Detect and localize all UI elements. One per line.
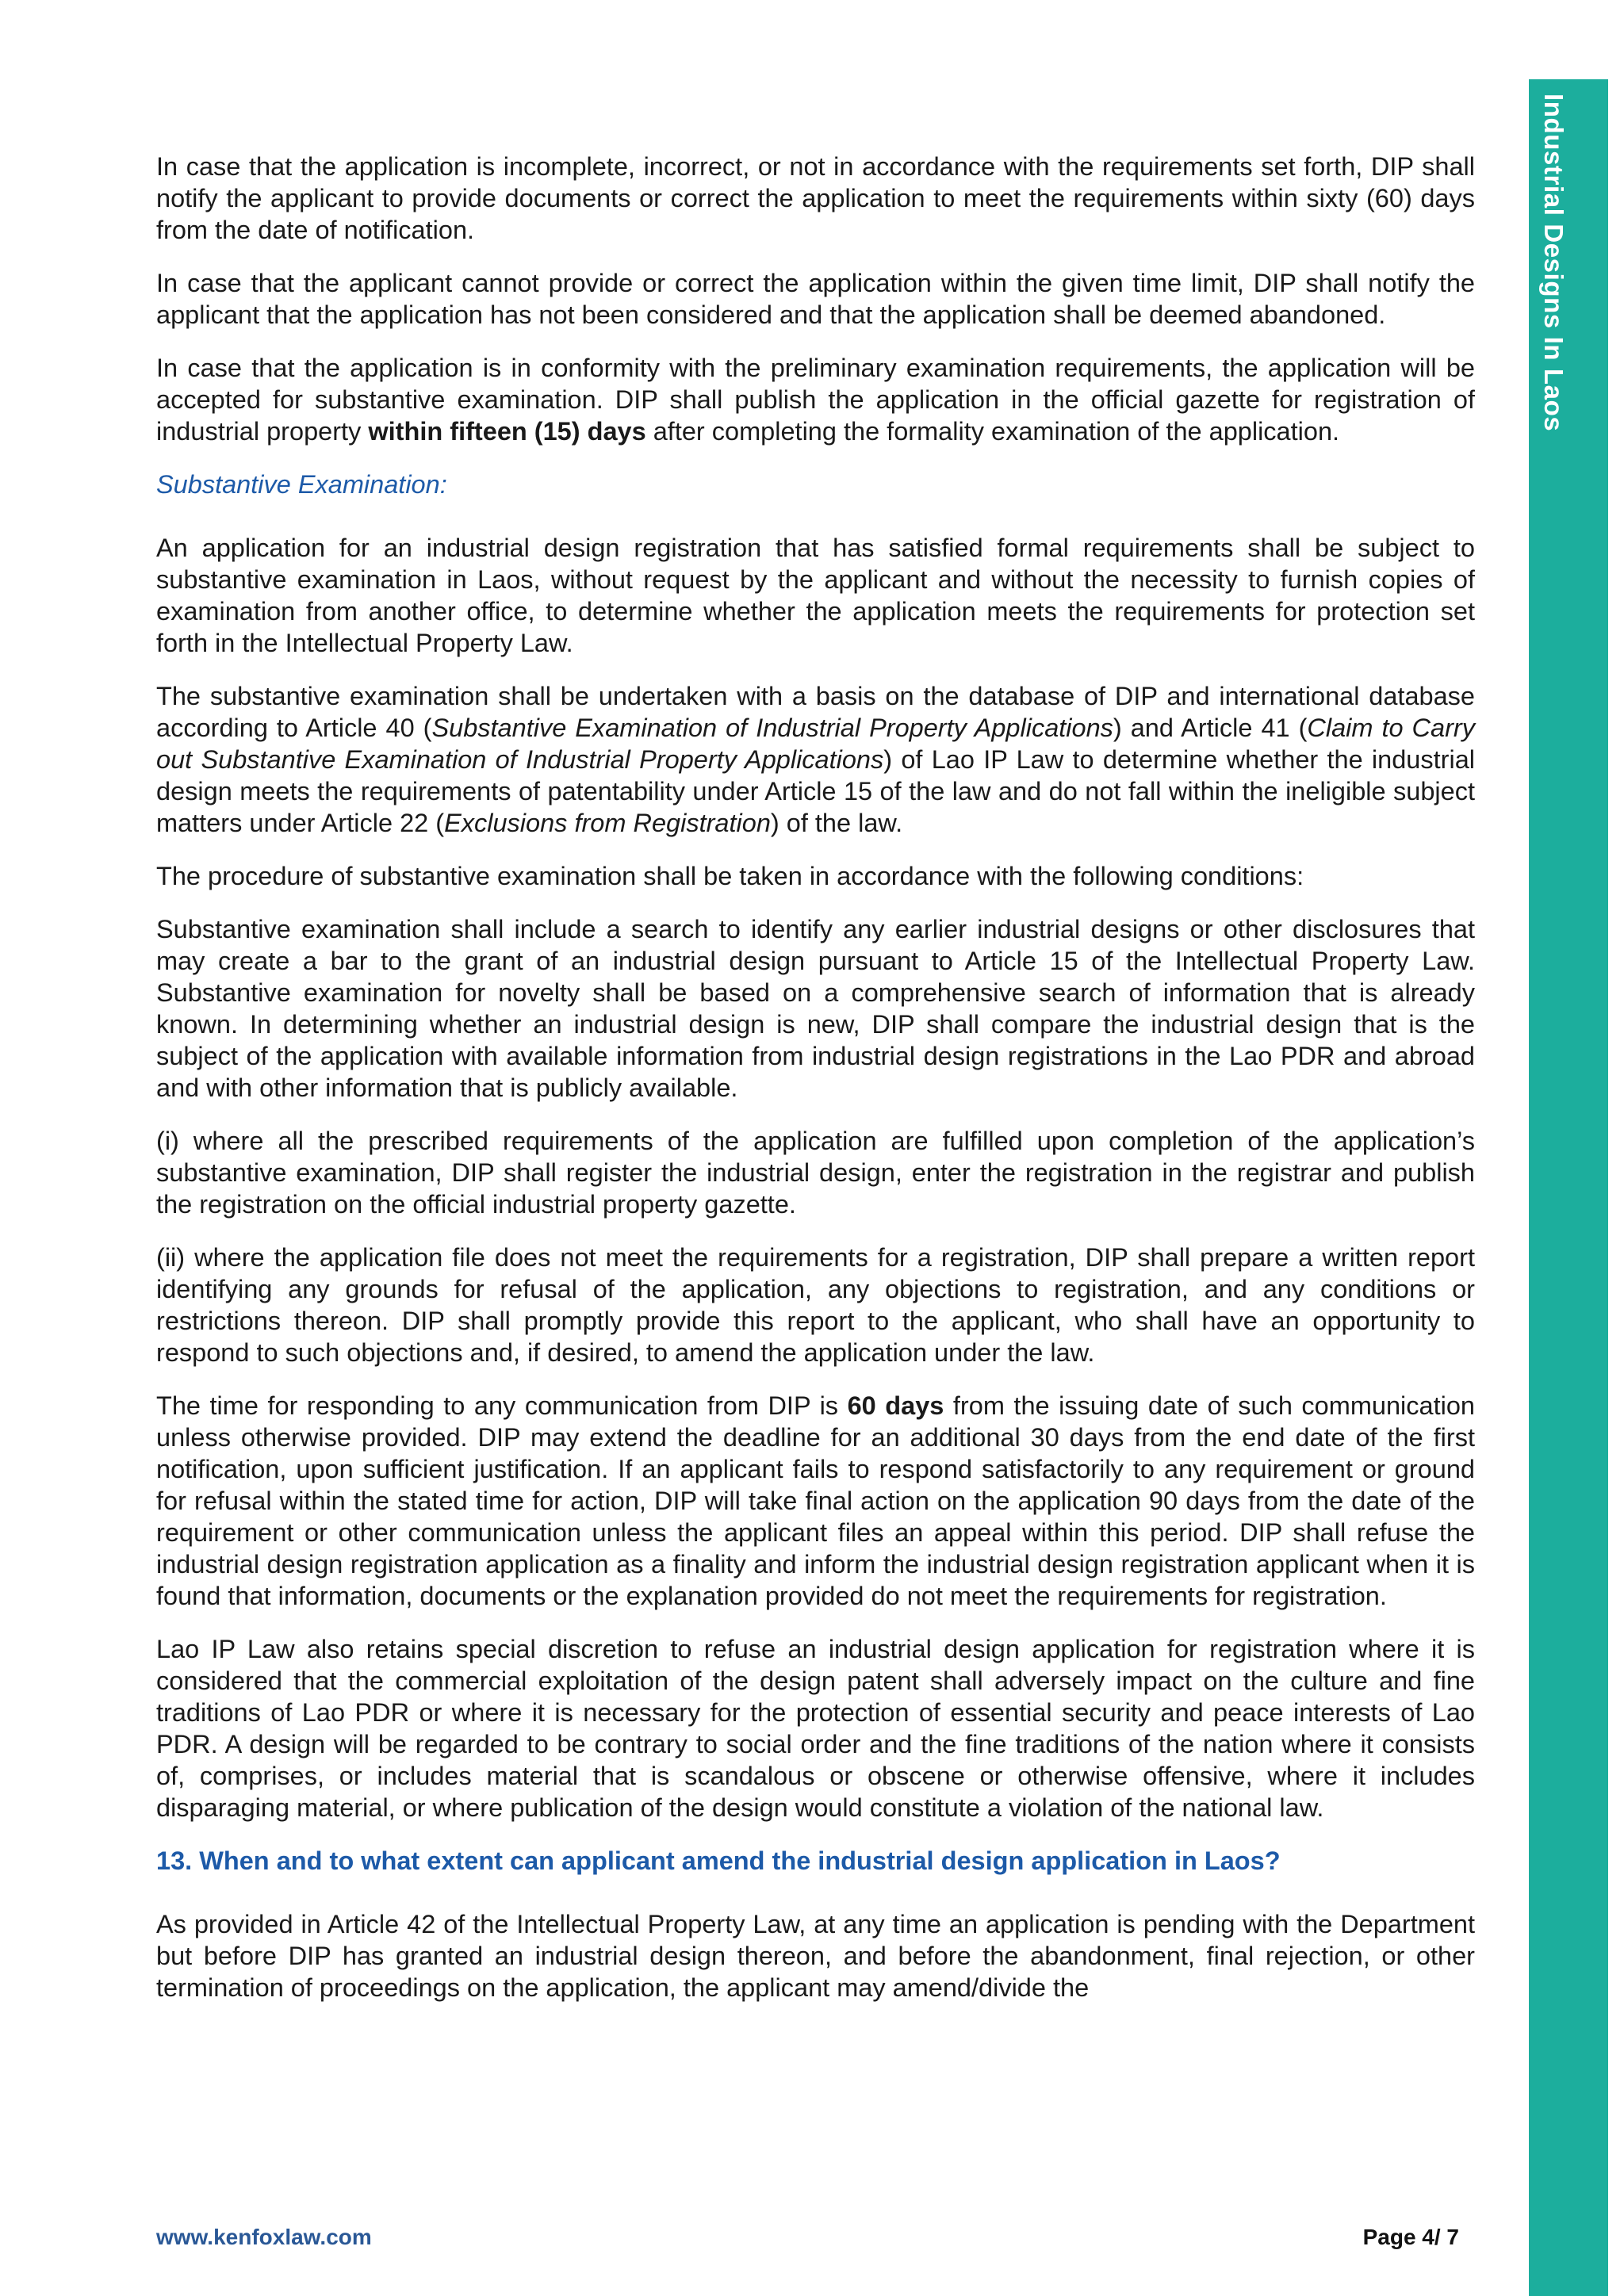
paragraph-abandoned-application: In case that the applicant cannot provide or correct the application within the given time limit, DIP shall notify the applicant that the application has not been considered and that the application shall be deemed abandoned. bbox=[156, 269, 1475, 329]
text-span: In case that the application is in conformity with the preliminary examination requirements, the application will be accepted for substantive examination. DIP shall publish the application in the official gazette for registration of industrial property bbox=[156, 354, 1475, 446]
footer-page-number: Page 4/ 7 bbox=[1362, 2225, 1459, 2249]
paragraph-incomplete-application: In case that the application is incomplete, incorrect, or not in accordance with the requirements set forth, DIP shall notify the applicant to provide documents or correct the application to meet the requirements within sixty (60) days from the date of notification. bbox=[156, 152, 1475, 244]
side-band-title: Industrial Designs In Laos bbox=[1539, 94, 1568, 432]
paragraph-article-42: As provided in Article 42 of the Intellectual Property Law, at any time an application is pending with the Department but before DIP has granted an industrial design thereon, and before the abandonment, final rejection, or other termination of proceedings on the application, the applicant may amend/divide the bbox=[156, 1910, 1475, 2002]
paragraph-substantive-intro: An application for an industrial design registration that has satisfied formal requirements shall be subject to substantive examination in Laos, without request by the applicant and without the necessity to furnish copies of examination from another office, to determine whether the application meets the requirements for protection set forth in the Intellectual Property Law. bbox=[156, 534, 1475, 657]
paragraph-special-discretion: Lao IP Law also retains special discretion to refuse an industrial design application for registration where it is considered that the commercial exploitation of the design patent shall adversely impact on the culture and fine traditions of Lao PDR or where it is necessary for the protection of essential security and peace interests of Lao PDR. A design will be regarded to be contrary to social order and the fine traditions of the nation where it consists of, comprises, or includes material that is scandalous or obscene or otherwise offensive, where it includes disparaging material, or where publication of the design would constitute a violation of the national law. bbox=[156, 1635, 1475, 1822]
paragraph-response-time bbox=[156, 1390, 1475, 1612]
text-span: from the issuing date of such communication unless otherwise provided. DIP may extend the deadline for an additional 30 days from the end date of the first notification, upon sufficient justification. If an applicant fails to respond satisfactorily to any requirement or ground for refusal within the stated time for action, DIP will take final action on the application 90 days from the date of the requirement or other communication unless the applicant files an appeal within this period. DIP shall refuse the industrial design registration application as a finality and inform the industrial design registration applicant when it is found that information, documents or the explanation provided do not meet the requirements for registration. bbox=[156, 1391, 1475, 1610]
text-span: after completing the formality examination of the application. bbox=[645, 417, 1340, 446]
bold-deadline: within fifteen (15) days bbox=[368, 417, 646, 446]
text-span: ) and Article 41 ( bbox=[1113, 714, 1308, 742]
bold-60-days: 60 days bbox=[847, 1391, 944, 1420]
italic-article-41: Claim to Carry out Substantive Examination of Industrial Property Applications bbox=[156, 714, 1475, 774]
paragraph-procedure: The procedure of substantive examination shall be taken in accordance with the following conditions: bbox=[156, 862, 1304, 890]
text-span: ) of the law. bbox=[770, 809, 903, 837]
paragraph-search: Substantive examination shall include a search to identify any earlier industrial designs or other disclosures that may create a bar to the grant of an industrial design pursuant to Article 15 of the Intellectual Property Law. Substantive examination for novelty shall be based on a comprehensive search of information that is already known. In determining whether an industrial design is new, DIP shall compare the industrial design that is the subject of the application with available information from industrial design registrations in the Lao PDR and abroad and with other information that is publicly available. bbox=[156, 915, 1475, 1102]
section-heading-13: 13. When and to what extent can applicant amend the industrial design application in Laos? bbox=[156, 1846, 1281, 1875]
subheading-substantive-examination: Substantive Examination: bbox=[156, 470, 447, 499]
paragraph-conformity bbox=[156, 352, 1475, 447]
text-span: The substantive examination shall be undertaken with a basis on the database of DIP and international database according to Article 40 ( bbox=[156, 682, 1475, 742]
italic-article-40: Substantive Examination of Industrial Property Applications bbox=[431, 714, 1113, 742]
italic-article-22: Exclusions from Registration bbox=[444, 809, 771, 837]
document-body bbox=[156, 151, 1475, 2025]
footer-website-link[interactable]: www.kenfoxlaw.com bbox=[156, 2225, 372, 2249]
text-span: ) of Lao IP Law to determine whether the industrial design meets the requirements of patentability under Article 15 of the law and do not fall within the ineligible subject matters under Article 22 ( bbox=[156, 745, 1475, 837]
paragraph-condition-ii: (ii) where the application file does not meet the requirements for a registration, DIP shall prepare a written report identifying any grounds for refusal of the application, any objections to registration, and any conditions or restrictions thereon. DIP shall promptly provide this report to the applicant, who shall have an opportunity to respond to such objections and, if desired, to amend the application under the law. bbox=[156, 1243, 1475, 1367]
paragraph-examination-basis bbox=[156, 680, 1475, 839]
paragraph-condition-i: (i) where all the prescribed requirements of the application are fulfilled upon completion of the application’s substantive examination, DIP shall register the industrial design, enter the registration in the registrar and publish the registration on the official industrial property gazette. bbox=[156, 1127, 1475, 1219]
text-span: The time for responding to any communication from DIP is bbox=[156, 1391, 848, 1420]
